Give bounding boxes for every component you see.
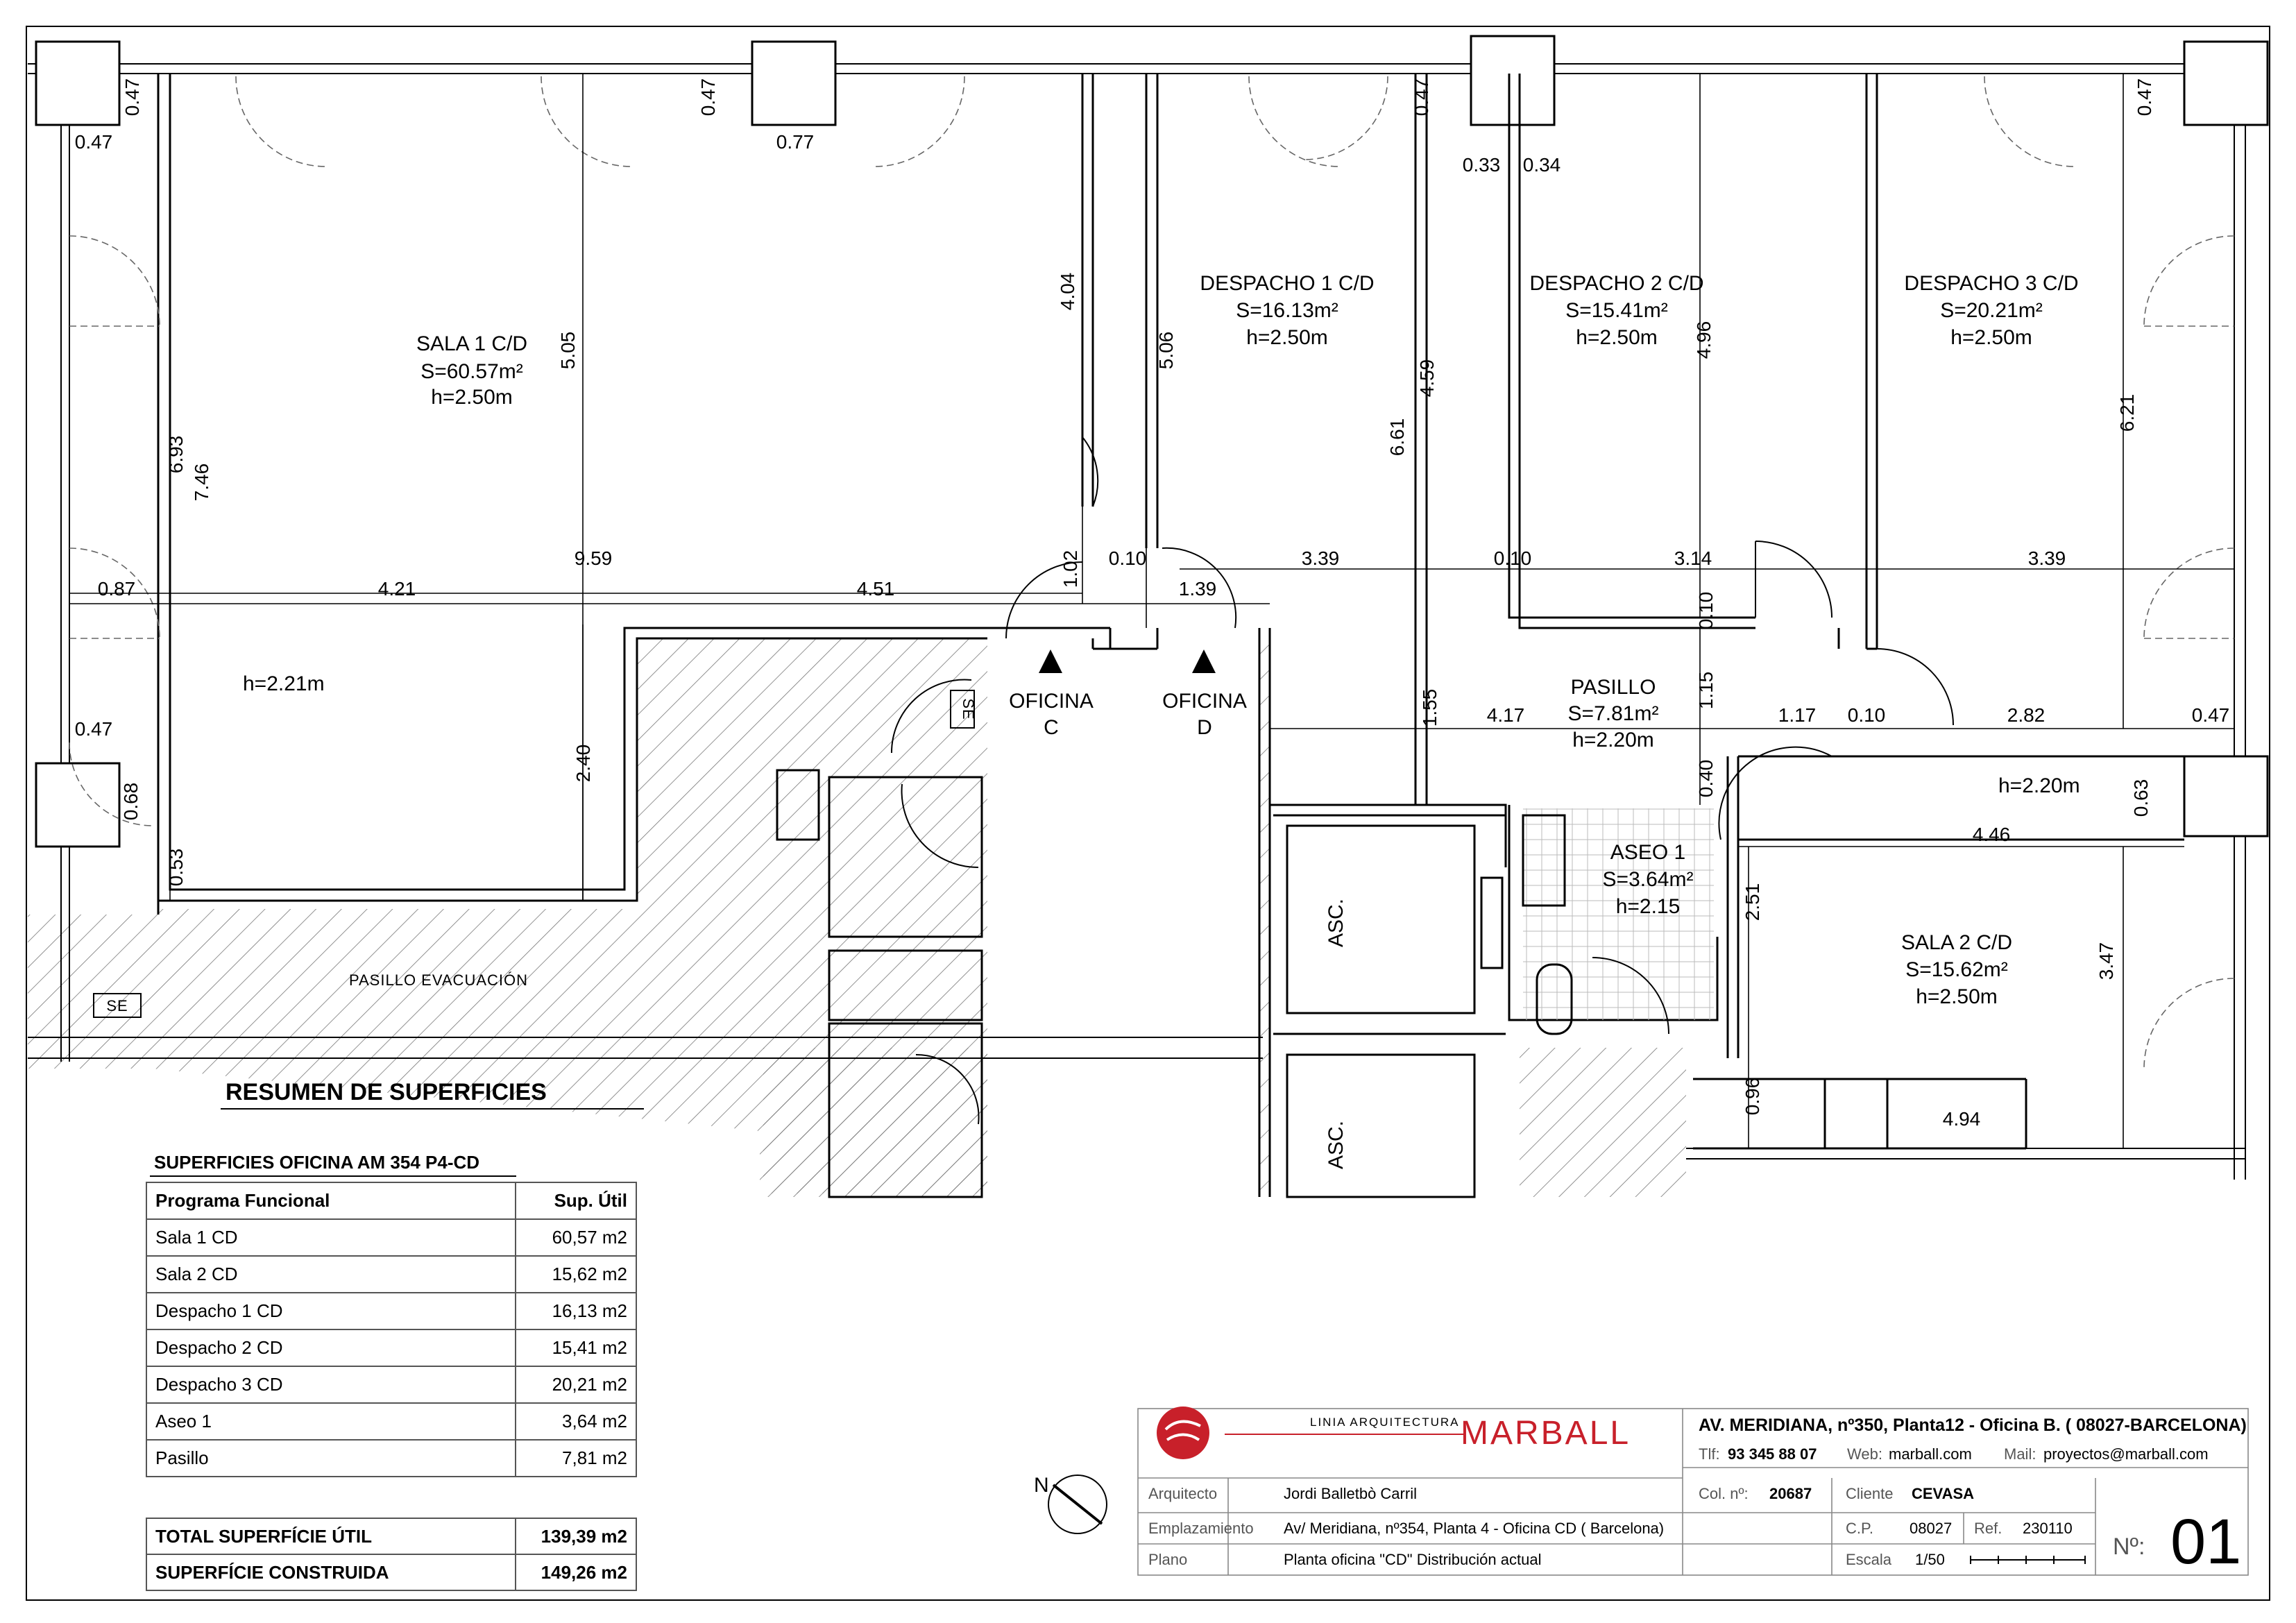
oficina-c-line2: C <box>1044 716 1059 739</box>
room-sala1-height: h=2.50m <box>431 386 513 409</box>
room-aseo-area: S=3.64m² <box>1602 868 1694 891</box>
mail-label: Mail: <box>2004 1445 2036 1463</box>
corridor-label: PASILLO EVACUACIÓN <box>348 971 529 989</box>
dim-label: 0.10 <box>1847 704 1886 726</box>
room-despacho2-area: S=15.41m² <box>1565 299 1668 322</box>
room-aseo-height: h=2.15 <box>1615 895 1681 918</box>
summary-subtitle-rule <box>150 1175 516 1177</box>
dim-label: 6.21 <box>2116 393 2138 432</box>
room-despacho2-name: DESPACHO 2 C/D <box>1529 272 1704 295</box>
row-value: 60,57 m2 <box>516 1219 636 1256</box>
room-pasillo-name: PASILLO <box>1570 676 1656 699</box>
web-label: Web: <box>1847 1445 1882 1463</box>
table-row <box>146 1440 636 1477</box>
dim-label: 0.40 <box>1695 759 1717 798</box>
dim-label: 3.47 <box>2095 942 2117 980</box>
row-name: Despacho 3 CD <box>146 1366 516 1403</box>
row-value: 7,81 m2 <box>516 1440 636 1477</box>
row-value: 3,64 m2 <box>516 1403 636 1440</box>
dim-label: 2.40 <box>572 744 594 783</box>
row-name: Sala 2 CD <box>146 1256 516 1293</box>
room-despacho2-height: h=2.50m <box>1576 326 1658 349</box>
row-name: Despacho 1 CD <box>146 1293 516 1329</box>
room-despacho3-height: h=2.50m <box>1950 326 2032 349</box>
site-value: Av/ Meridiana, nº354, Planta 4 - Oficina CD ( Barcelona) <box>1284 1520 1665 1537</box>
dim-label: 4.96 <box>1693 321 1715 359</box>
dim-label: 0.10 <box>1108 547 1147 569</box>
dim-label: 7.46 <box>191 463 212 502</box>
oficina-d-line2: D <box>1197 716 1212 739</box>
columns <box>36 36 2268 847</box>
brand-logo-icon <box>1157 1407 1464 1459</box>
row-value: 20,21 m2 <box>516 1366 636 1403</box>
table-row <box>146 1256 636 1293</box>
entry-marker-d <box>1192 649 1216 673</box>
oficina-c-line1: OFICINA <box>1009 690 1094 713</box>
dim-label: 0.68 <box>120 782 142 821</box>
tel-value: 93 345 88 07 <box>1728 1445 1817 1463</box>
dim-label: 0.33 <box>1462 154 1501 176</box>
sheet-number: 01 <box>2170 1506 2242 1577</box>
row-value: 15,62 m2 <box>516 1256 636 1293</box>
lift-label-2: ASC. <box>1325 1120 1347 1170</box>
dim-label: 4.51 <box>856 578 895 600</box>
row-value: 15,41 m2 <box>516 1329 636 1366</box>
dim-label: 3.14 <box>1674 547 1712 569</box>
row-name: Despacho 2 CD <box>146 1329 516 1366</box>
dim-label: 9.59 <box>574 547 613 569</box>
architect-value: Jordi Balletbò Carril <box>1284 1485 1417 1502</box>
scale-bar-icon <box>1971 1556 2085 1564</box>
row-value: 16,13 m2 <box>516 1293 636 1329</box>
dim-label: 5.06 <box>1155 331 1177 370</box>
total-util-row <box>146 1518 636 1554</box>
tel-label: Tlf: <box>1699 1445 1720 1463</box>
web-value: marball.com <box>1889 1445 1972 1463</box>
architect-label: Arquitecto <box>1148 1485 1218 1502</box>
site-label: Emplazamiento <box>1148 1520 1254 1537</box>
room-sala2-height: h=2.50m <box>1916 985 1998 1008</box>
se-label-2: SE <box>106 997 128 1014</box>
sheet-number-label: Nº: <box>2113 1533 2145 1560</box>
summary-subtitle: SUPERFICIES OFICINA AM 354 P4-CD <box>154 1152 480 1173</box>
dim-label: 1.39 <box>1178 578 1217 600</box>
scale-label: Escala <box>1846 1551 1892 1568</box>
summary-title-rule <box>221 1108 644 1110</box>
dim-label: 2.51 <box>1742 883 1763 921</box>
total-built-value: 149,26 m2 <box>516 1554 636 1590</box>
height-sala1-low: h=2.21m <box>243 672 325 695</box>
col-value: 20687 <box>1769 1485 1812 1502</box>
room-despacho3-name: DESPACHO 3 C/D <box>1904 272 2079 295</box>
entry-markers <box>1039 649 1216 673</box>
room-pasillo-height: h=2.20m <box>1572 729 1654 751</box>
table-row <box>146 1403 636 1440</box>
company-address: AV. MERIDIANA, nº350, Planta12 - Oficina B. ( 08027-BARCELONA) <box>1699 1416 2247 1435</box>
total-built-row <box>146 1554 636 1590</box>
entry-marker-c <box>1039 649 1062 673</box>
mail-value: proyectos@marball.com <box>2043 1445 2209 1463</box>
plan-value: Planta oficina "CD" Distribución actual <box>1284 1551 1542 1568</box>
dim-label: 0.34 <box>1522 154 1561 176</box>
dim-label: 0.96 <box>1742 1077 1763 1116</box>
client-label: Cliente <box>1846 1485 1894 1502</box>
dim-label: 4.46 <box>1972 824 2011 845</box>
total-util-value: 139,39 m2 <box>516 1518 636 1554</box>
dim-label: 2.82 <box>2007 704 2046 726</box>
room-sala1-area: S=60.57m² <box>420 360 523 383</box>
table-row <box>146 1293 636 1329</box>
door-swings <box>892 437 1953 1124</box>
height-strip: h=2.20m <box>1998 774 2080 797</box>
dim-label: 0.47 <box>2134 78 2155 117</box>
summary-totals-table <box>146 1518 637 1591</box>
dim-label: 4.04 <box>1057 272 1078 311</box>
dim-label: 0.47 <box>2191 704 2230 726</box>
dim-label: 6.93 <box>165 435 187 474</box>
dim-label: 1.55 <box>1419 688 1440 727</box>
dim-label: 0.47 <box>697 78 719 117</box>
dim-label: 0.53 <box>165 848 187 887</box>
row-name: Aseo 1 <box>146 1403 516 1440</box>
summary-header-row <box>146 1182 636 1219</box>
brand-small: LINIA ARQUITECTURA <box>1310 1416 1460 1429</box>
cp-label: C.P. <box>1846 1520 1873 1537</box>
cp-value: 08027 <box>1910 1520 1953 1537</box>
ref-value: 230110 <box>2023 1520 2073 1537</box>
dim-label: 1.17 <box>1778 704 1817 726</box>
room-pasillo-area: S=7.81m² <box>1567 702 1659 725</box>
summary-table <box>146 1182 637 1477</box>
dim-label: 4.59 <box>1416 359 1438 398</box>
dim-label: 0.87 <box>97 578 136 600</box>
north-arrow-icon <box>1048 1475 1107 1533</box>
dim-label: 0.63 <box>2130 779 2152 817</box>
room-sala2-area: S=15.62m² <box>1905 958 2008 981</box>
room-despacho3-area: S=20.21m² <box>1940 299 2043 322</box>
room-aseo-name: ASEO 1 <box>1610 841 1686 864</box>
row-name: Sala 1 CD <box>146 1219 516 1256</box>
table-row <box>146 1366 636 1403</box>
dim-label: 4.21 <box>377 578 416 600</box>
client-value: CEVASA <box>1912 1485 1975 1502</box>
lift-label-1: ASC. <box>1325 898 1347 948</box>
table-row <box>146 1329 636 1366</box>
plan-label: Plano <box>1148 1551 1188 1568</box>
dim-label: 0.77 <box>776 131 815 153</box>
col-label: Col. nº: <box>1699 1485 1749 1502</box>
scale-value: 1/50 <box>1915 1551 1945 1568</box>
summary-header-program: Programa Funcional <box>146 1182 516 1219</box>
north-label: N <box>1034 1474 1049 1497</box>
dim-label: 4.17 <box>1486 704 1525 726</box>
summary-header-area: Sup. Útil <box>516 1182 636 1219</box>
table-row <box>146 1219 636 1256</box>
room-sala2-name: SALA 2 C/D <box>1900 931 2013 954</box>
total-util-label: TOTAL SUPERFÍCIE ÚTIL <box>146 1518 516 1554</box>
dim-label: 1.15 <box>1695 671 1717 710</box>
room-despacho1-area: S=16.13m² <box>1236 299 1338 322</box>
dim-label: 0.47 <box>74 718 113 740</box>
dim-label: 0.47 <box>1411 78 1432 117</box>
brand-name: MARBALL <box>1461 1415 1631 1452</box>
dim-label: 3.39 <box>1301 547 1340 569</box>
dim-label: 0.47 <box>121 78 143 117</box>
room-despacho1-height: h=2.50m <box>1246 326 1328 349</box>
dim-label: 0.47 <box>74 131 113 153</box>
dim-label: 4.94 <box>1942 1108 1981 1130</box>
dim-label: 6.61 <box>1386 418 1408 457</box>
room-despacho1-name: DESPACHO 1 C/D <box>1200 272 1375 295</box>
room-sala1-name: SALA 1 C/D <box>416 332 528 355</box>
dim-label: 0.10 <box>1493 547 1532 569</box>
total-built-label: SUPERFÍCIE CONSTRUIDA <box>146 1554 516 1590</box>
dim-label: 5.05 <box>557 331 579 370</box>
dim-label: 3.39 <box>2027 547 2066 569</box>
oficina-d-line1: OFICINA <box>1162 690 1247 713</box>
se-label-1: SE <box>960 698 977 720</box>
dim-label: 0.10 <box>1695 591 1717 630</box>
row-name: Pasillo <box>146 1440 516 1477</box>
summary-title: RESUMEN DE SUPERFICIES <box>226 1079 547 1105</box>
dim-label: 1.02 <box>1060 550 1081 588</box>
ref-label: Ref. <box>1974 1520 2002 1537</box>
